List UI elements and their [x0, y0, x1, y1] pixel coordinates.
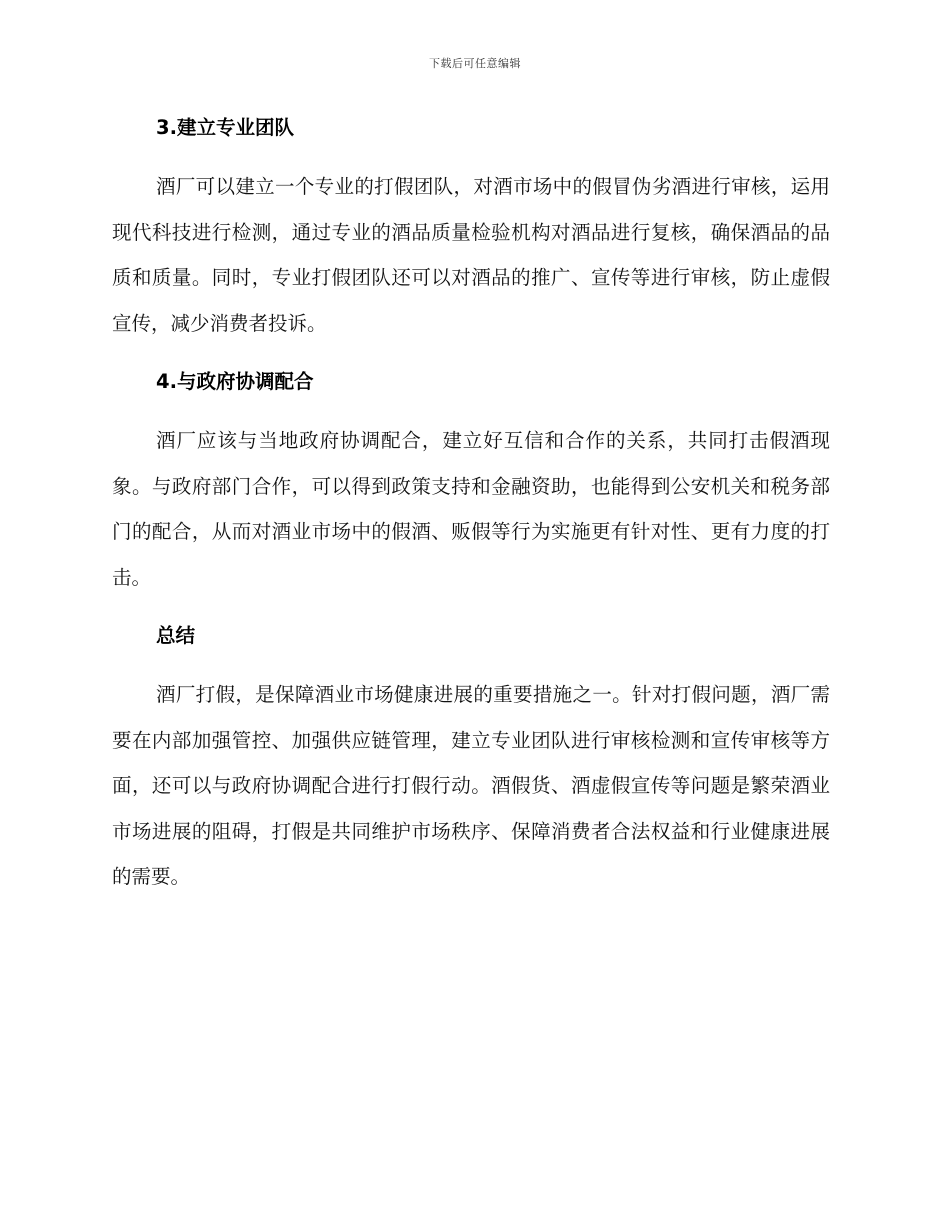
- section-heading: 3.建立专业团队: [156, 116, 294, 139]
- document-content: [112, 112, 830, 920]
- section-paragraph: 酒厂打假，是保障酒业市场健康进展的重要措施之一。针对打假问题，酒厂需要在内部加强管控、加强供应链管理，建立专业团队进行审核检测和宣传审核等方面，还可以与政府协调配合进行打假行动。酒假货、酒虚假宣传等问题是繁荣酒业市场进展的阻碍，打假是共同维护市场秩序、保障消费者合法权益和行业健康进展的需要。: [112, 683, 830, 888]
- section-professional-team: [112, 112, 830, 346]
- section-heading: 4.与政府协调配合: [156, 370, 314, 393]
- section-paragraph: 酒厂可以建立一个专业的打假团队，对酒市场中的假冒伪劣酒进行审核，运用现代科技进行检测，通过专业的酒品质量检验机构对酒品进行复核，确保酒品的品质和质量。同时，专业打假团队还可以对酒品的推广、宣传等进行审核，防止虚假宣传，减少消费者投诉。: [112, 175, 830, 335]
- header-note: 下载后可任意编辑: [429, 57, 521, 70]
- section-government-cooperation: [112, 366, 830, 600]
- section-paragraph: 酒厂应该与当地政府协调配合，建立好互信和合作的关系，共同打击假酒现象。与政府部门合作，可以得到政策支持和金融资助，也能得到公安机关和税务部门的配合，从而对酒业市场中的假酒、贩假等行为实施更有针对性、更有力度的打击。: [112, 429, 830, 589]
- section-summary: [112, 620, 830, 900]
- section-heading: 总结: [156, 624, 196, 647]
